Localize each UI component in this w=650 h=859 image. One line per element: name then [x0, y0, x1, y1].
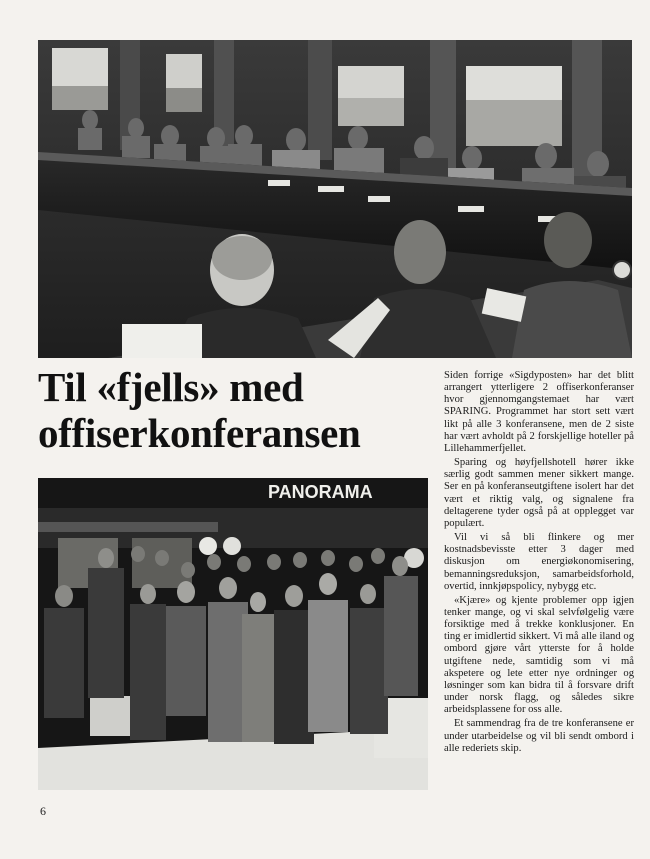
article-body	[444, 370, 634, 757]
article-paragraph-4: «Kjære» og kjente problemer opp igjen tenker mange, og vi skal selvfølgelig være forsiktige med å trekke konklusjoner. En ting er imidlertid sikkert. Vi må alle iland og ombord gjøre vårt ytterste for å holde utgiftene nede, samtidig som vi må akspetere og lete etter nye ordninger og løsninger som kan bidra til å forsvare drift under norsk flagg, og således sikre arbeidsplassene for oss alle.	[444, 594, 634, 716]
group-photo-panorama	[38, 478, 428, 790]
headline-line-2: offiserkonferansen	[38, 410, 361, 456]
conference-room-image	[38, 40, 632, 358]
page-number: 6	[40, 804, 46, 818]
article-paragraph-1: Siden forrige «Sigdyposten» har det blitt arrangert ytterligere 2 offiserkonferanser hvor gjennomgangstemaet har vært SPARING. Programmet har stort sett vært likt på alle 3 konferansene, men de 2 siste har vært avholdt på 2 forskjellige hoteller på Lillehammerfjellet.	[444, 370, 634, 454]
headline-line-1: Til «fjells» med	[38, 364, 304, 410]
article-paragraph-3: Vil vi så bli flinkere og mer kostnadsbevisste etter 3 dager med diskusjon om energiøkonomisering, bemanningsreduksjon, samarbeidsforhold, overtid, innkjøpspolicy, nybygg etc.	[444, 532, 634, 592]
article-paragraph-5: Et sammendrag fra de tre konferansene er under utarbeidelse og vil bli sendt ombord i alle rederiets skip.	[444, 718, 634, 754]
conference-room-photo	[38, 40, 632, 358]
article-paragraph-2: Sparing og høyfjellshotell hører ikke særlig godt sammen mener sikkert mange. Ser en på konferanseutgiftene isolert har det vært et riktig valg, og signalene fra deltagerene tyder også på at opplegget var populært.	[444, 457, 634, 529]
article-headline	[38, 364, 430, 456]
group-photo-image	[38, 478, 428, 790]
panorama-sign: PANORAMA	[268, 482, 373, 502]
